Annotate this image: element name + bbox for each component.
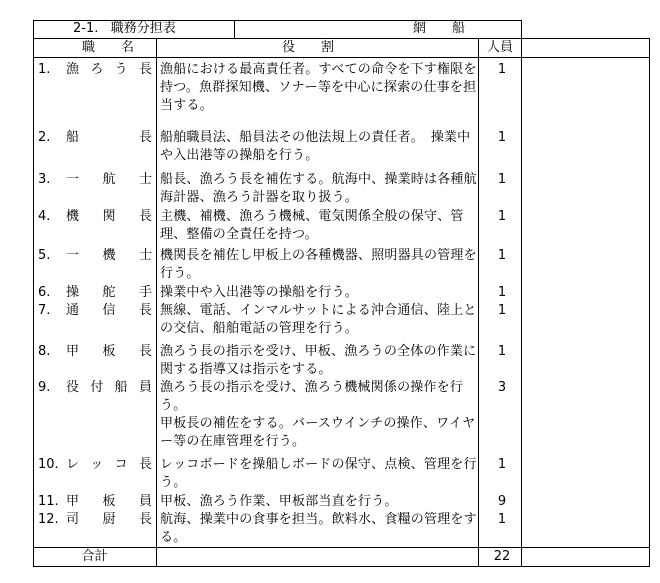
table-row-position <box>38 208 156 226</box>
table-row-position <box>38 302 156 320</box>
position-name: レッコ長 <box>66 457 152 472</box>
role-description: 操業中や入出港等の操船を行う。 <box>160 285 359 300</box>
border-bottom <box>33 566 650 567</box>
role-description: 船舶職員法、船員法その他法規上の責任者。 操業中や入出港等の操船を行う。 <box>160 130 471 163</box>
row-number: 4. <box>38 209 51 224</box>
header-count: 人員 <box>486 40 513 55</box>
header-divider <box>33 57 650 58</box>
duty-table <box>33 20 650 567</box>
table-row-position <box>38 61 156 79</box>
role-col-divider <box>478 38 479 567</box>
table-row-position <box>38 284 156 302</box>
title-col-divider <box>234 20 235 38</box>
member-count: 1 <box>497 62 507 77</box>
row-number: 3. <box>38 172 51 187</box>
position-name: 司厨長 <box>66 512 152 527</box>
header-role: 役 割 <box>281 40 334 55</box>
member-count: 9 <box>497 494 507 509</box>
table-row-position <box>38 171 156 189</box>
role-description: 船長、漁ろう長を補佐する。航海中、操業時は各種航海計器、漁ろう計器を取り扱う。 <box>160 172 477 205</box>
border-left <box>33 20 34 567</box>
table-row-position <box>38 247 156 265</box>
member-count: 3 <box>497 380 507 395</box>
total-count: 22 <box>493 549 511 564</box>
member-count: 1 <box>497 209 507 224</box>
row-number: 5. <box>38 248 51 263</box>
row-number: 9. <box>38 380 51 395</box>
member-count: 1 <box>497 512 507 527</box>
table-row-position <box>38 129 156 147</box>
position-name: 機関長 <box>66 209 152 224</box>
table-row-position <box>38 493 156 511</box>
border-right <box>649 38 650 567</box>
role-description-continued: 甲板長の補佐をする。バースウインチの操作、ワイヤー等の在庫管理を行う。 <box>160 416 476 449</box>
table-row-position <box>38 456 156 474</box>
row-number: 7. <box>38 303 51 318</box>
total-label: 合計 <box>81 549 108 564</box>
table-row-position <box>38 511 156 529</box>
table-title <box>73 20 176 38</box>
row-number: 12. <box>38 512 59 527</box>
table-row-position <box>38 343 156 361</box>
member-count: 1 <box>497 130 507 145</box>
position-name: 甲板長 <box>66 344 152 359</box>
position-name: 甲板員 <box>66 494 152 509</box>
position-col-divider <box>156 38 157 567</box>
role-description: 無線、電話、インマルサットによる沖合通信、陸上との交信、船舶電話の管理を行う。 <box>160 303 477 336</box>
role-description: 主機、補機、漁ろう機械、電気関係全般の保守、管理、整備の全責任を持つ。 <box>160 209 464 242</box>
row-number: 8. <box>38 344 51 359</box>
role-description: 漁ろう長の指示を受け、漁ろう機械関係の操作を行う。 <box>160 380 464 413</box>
role-description: 機関長を補佐し甲板上の各種機器、照明器具の管理を行う。 <box>160 248 477 281</box>
table-row-position <box>38 379 156 397</box>
position-name: 船長 <box>66 130 152 145</box>
member-count: 1 <box>497 457 507 472</box>
table-label: 職務分担表 <box>110 21 176 36</box>
row-number: 2. <box>38 130 51 145</box>
row-number: 11. <box>38 494 59 509</box>
section-number: 2-1. <box>73 21 99 36</box>
position-name: 一機士 <box>66 248 152 263</box>
row-number: 1. <box>38 62 51 77</box>
row-number: 6. <box>38 285 51 300</box>
role-description: 甲板、漁ろう作業、甲板部当直を行う。 <box>160 494 398 509</box>
header-position: 職 名 <box>81 40 134 55</box>
role-description: 航海、操業中の食事を担当。飲料水、食糧の管理をする。 <box>160 512 477 545</box>
position-name: 役付船員 <box>66 380 152 395</box>
position-name: 操舵手 <box>66 285 152 300</box>
position-name: 一航士 <box>66 172 152 187</box>
role-description: 漁ろう長の指示を受け、甲板、漁ろうの全体の作業に関する指導又は指示をする。 <box>160 344 477 377</box>
vessel-type: 網 船 <box>413 21 466 36</box>
member-count: 1 <box>497 172 507 187</box>
member-count: 1 <box>497 303 507 318</box>
row-number: 10. <box>38 457 59 472</box>
member-count: 1 <box>497 248 507 263</box>
role-description: 漁船における最高責任者。すべての命令を下す権限を持つ。魚群探知機、ソナー等を中心に探索の仕事を担当する。 <box>160 62 477 113</box>
position-name: 通信長 <box>66 303 152 318</box>
position-name: 漁ろう長 <box>66 62 152 77</box>
member-count: 1 <box>497 344 507 359</box>
role-description: レッコボードを操船しボードの保守、点検、管理を行う。 <box>160 457 477 490</box>
member-count: 1 <box>497 285 507 300</box>
